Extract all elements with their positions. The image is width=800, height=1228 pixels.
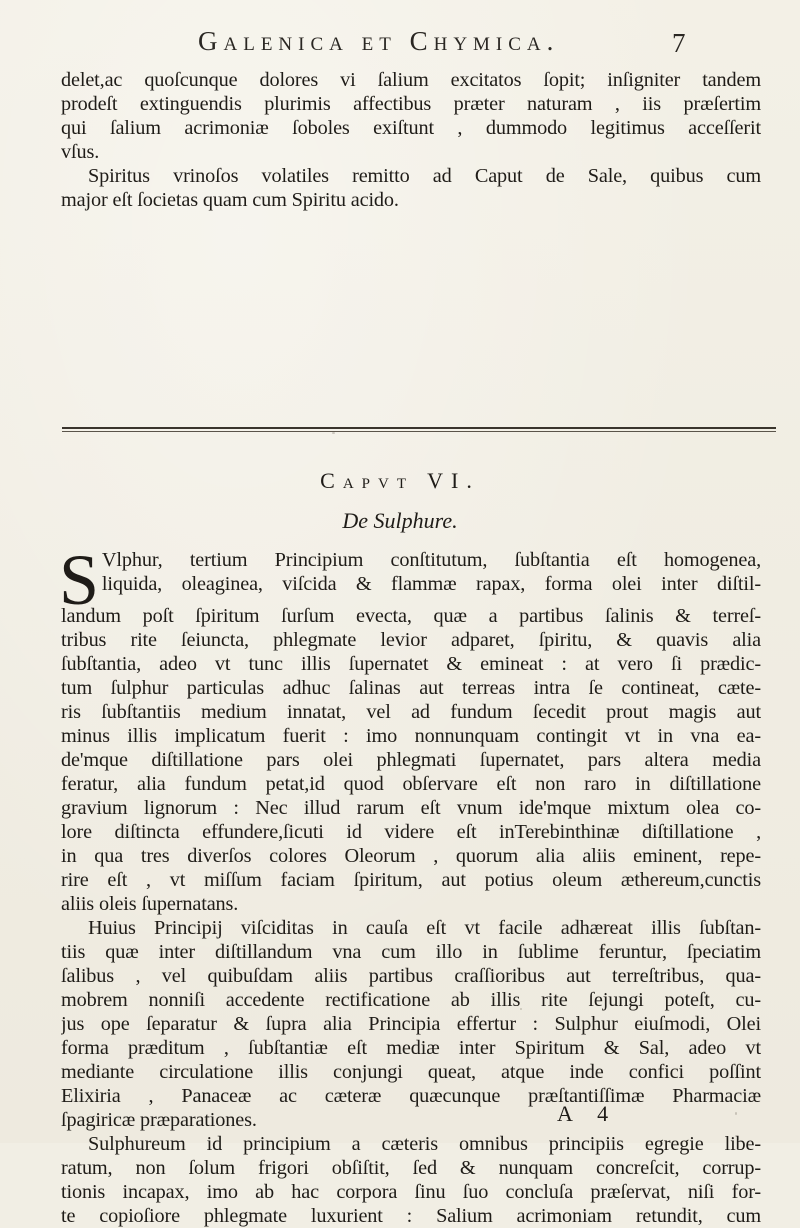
text-line: landum poſt ſpiritum ſurſum evecta, quæ a partibus ſalinis & terreſ-	[61, 605, 761, 627]
text-line: ris ſubſtantiis medium innatat, vel ad fundum ſecedit prout magis aut	[61, 701, 761, 723]
divider-rule-bottom	[62, 431, 776, 432]
page-header	[0, 26, 800, 56]
text-line: major eſt ſocietas quam cum Spiritu acido.	[61, 189, 399, 211]
text-line: ratum, non ſolum frigori obſiſtit, ſed & nunquam concreſcit, corrup-	[61, 1157, 761, 1179]
text-line: de'mque diſtillatione pars olei phlegmati ſupernatet, pars altera media	[61, 749, 761, 771]
text-line: Huius Principij viſciditas in cauſa eſt vt facile adhæreat illis ſubſtan-	[88, 917, 761, 939]
text-line: prodeſt extinguendis plurimis affectibus præter naturam , iis præſertim	[61, 93, 761, 115]
text-line: in qua tres diverſos colores Oleorum , quorum alia aliis eminent, repe-	[61, 845, 761, 867]
divider-rule-top	[62, 427, 776, 429]
running-title: Galenica et Chymica.	[198, 26, 560, 56]
text-line: ſpagiricæ præparationes.	[61, 1109, 257, 1131]
text-line: tiis quæ inter diſtillandum vna cum illo in ſublime feruntur, ſpeciatim	[61, 941, 761, 963]
text-line: rire eſt , vt miſſum faciam ſpiritum, aut potius oleum æthereum,cunctis	[61, 869, 761, 891]
text-line: Elixiria , Panaceæ ac cæteræ quæcunque præſtantiſſimæ Pharmaciæ	[61, 1085, 761, 1107]
drop-cap: S	[59, 540, 99, 620]
page-number: 7	[672, 28, 686, 58]
top-paragraph	[61, 68, 761, 164]
text-line: minus illis implicatum fuerit : imo nonnunquam contingit vt in vna ea-	[61, 725, 761, 747]
text-line: forma præditum , ſubſtantiæ eſt mediæ inter Spiritum & Sal, adeo vt	[61, 1037, 761, 1059]
text-line: tum ſulphur particulas adhuc ſalinas aut terreas intra ſe contineat, cæte-	[61, 677, 761, 699]
text-line: liquida, oleaginea, viſcida & flammæ rapax, forma olei inter diſtil-	[101, 573, 761, 595]
paper-speck	[520, 1008, 522, 1010]
paper-speck	[735, 1112, 737, 1115]
text-line: Sulphureum id principium a cæteris omnibus principiis egregie libe-	[88, 1133, 761, 1155]
text-line: te copioſiore phlegmate luxurient : Salium acrimoniam retundit, cum	[61, 1205, 761, 1227]
second-paragraph	[61, 164, 761, 212]
text-line: vſus.	[61, 141, 100, 163]
section-divider	[62, 427, 776, 437]
text-line: tionis incapax, imo ab hac corpora ſinu ſuo concluſa præſervat, niſi for-	[61, 1181, 761, 1203]
catchword-signature: A 4	[557, 1101, 619, 1126]
text-line: ſubſtantia, adeo vt tunc illis ſupernatet & emineat : at vero ſi prædic-	[61, 653, 761, 675]
text-line: ſalibus , vel quibuſdam aliis partibus craſſioribus aut terreſtribus, qua-	[61, 965, 761, 987]
text-line: Spiritus vrinoſos volatiles remitto ad Caput de Sale, quibus cum	[88, 165, 761, 187]
chapter-title: Capvt VI.	[320, 468, 480, 493]
text-line: lore diſtincta effundere,ſicuti id videre eſt inTerebinthinæ diſtillatione ,	[61, 821, 761, 843]
text-line: aliis oleis ſupernatans.	[61, 893, 239, 915]
paper-speck	[332, 432, 335, 434]
text-line: feratur, alia fundum petat,id quod obſervare eſt non raro in diſtillatione	[61, 773, 761, 795]
text-line: mediante circulatione illis conjungi queat, atque inde confici poſſint	[61, 1061, 761, 1083]
text-line: Vlphur, tertium Principium conſtitutum, ſubſtantia eſt homogenea,	[101, 549, 761, 571]
text-line: qui ſalium acrimoniæ ſoboles exiſtunt , dummodo legitimus acceſſerit	[61, 117, 761, 139]
text-line: jus ope ſeparatur & ſupra alia Principia effertur : Sulphur eiuſmodi, Olei	[61, 1013, 761, 1035]
text-line: tribus rite ſeiuncta, phlegmate levior adparet, ſpiritu, & quavis alia	[61, 629, 761, 651]
text-line: mobrem nonniſi accedente rectificatione ab illis rite ſejungi poteſt, cu-	[61, 989, 761, 1011]
main-text	[59, 540, 761, 1228]
text-line: delet,ac quoſcunque dolores vi ſalium excitatos ſopit; inſigniter tandem	[61, 69, 761, 91]
chapter-subtitle: De Sulphure.	[342, 508, 458, 533]
text-line: gravium lignorum : Nec illud rarum eſt vnum ide'mque mixtum olea co-	[61, 797, 761, 819]
